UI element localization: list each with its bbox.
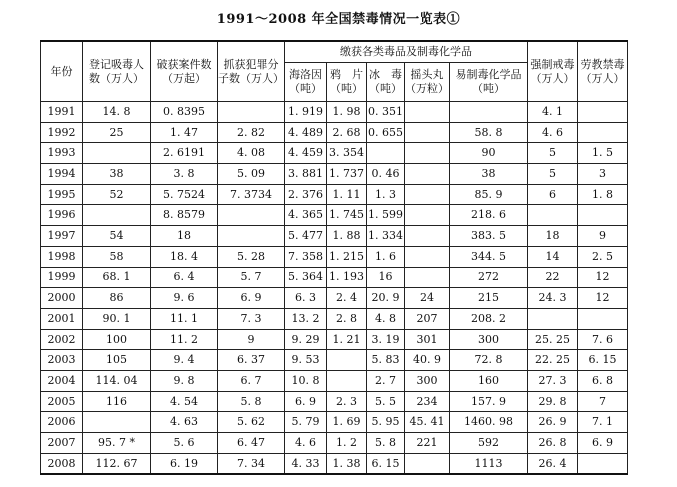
cell-registered: 54 — [83, 226, 151, 247]
cell-ice: 0. 655 — [367, 122, 405, 143]
cell-rehab: 25. 25 — [528, 329, 578, 350]
cell-rehab: 4. 1 — [528, 102, 578, 123]
cell-labor — [578, 453, 628, 474]
table-row — [41, 433, 628, 454]
cell-chemicals: 272 — [450, 267, 528, 288]
table-row — [41, 267, 628, 288]
cell-opium: 1. 193 — [327, 267, 367, 288]
cell-ecstasy — [405, 122, 450, 143]
cell-opium: 2. 8 — [327, 308, 367, 329]
cell-registered: 58 — [83, 246, 151, 267]
cell-chemicals: 90 — [450, 143, 528, 164]
cell-heroin: 4. 459 — [285, 143, 327, 164]
cell-chemicals: 383. 5 — [450, 226, 528, 247]
cell-arrests: 4. 08 — [218, 143, 285, 164]
cell-registered: 112. 67 — [83, 453, 151, 474]
cell-rehab: 27. 3 — [528, 370, 578, 391]
cell-arrests: 5. 62 — [218, 412, 285, 433]
table-body — [41, 102, 628, 475]
cell-registered: 114. 04 — [83, 370, 151, 391]
cell-heroin: 2. 376 — [285, 184, 327, 205]
cell-year: 1994 — [41, 164, 83, 185]
cell-chemicals: 58. 8 — [450, 122, 528, 143]
cell-registered — [83, 412, 151, 433]
cell-arrests — [218, 226, 285, 247]
cell-ecstasy — [405, 205, 450, 226]
cell-opium: 1. 745 — [327, 205, 367, 226]
cell-rehab: 22. 25 — [528, 350, 578, 371]
cell-year: 1991 — [41, 102, 83, 123]
cell-cases: 6. 19 — [151, 453, 218, 474]
cell-arrests: 5. 7 — [218, 267, 285, 288]
cell-labor: 7. 6 — [578, 329, 628, 350]
drug-control-table — [40, 40, 628, 475]
cell-registered: 68. 1 — [83, 267, 151, 288]
cell-ice: 3. 19 — [367, 329, 405, 350]
cell-ice: 2. 7 — [367, 370, 405, 391]
cell-cases: 4. 63 — [151, 412, 218, 433]
cell-heroin: 5. 477 — [285, 226, 327, 247]
cell-ecstasy — [405, 102, 450, 123]
header-seized-group: 缴获各类毒品及制毒化学品 — [285, 41, 528, 63]
cell-ecstasy: 221 — [405, 433, 450, 454]
cell-ecstasy: 234 — [405, 391, 450, 412]
cell-chemicals: 344. 5 — [450, 246, 528, 267]
table-row — [41, 164, 628, 185]
header-labor-rehab: 劳教禁毒 （万人） — [578, 41, 628, 102]
cell-heroin: 7. 358 — [285, 246, 327, 267]
cell-cases: 0. 8395 — [151, 102, 218, 123]
cell-ice: 16 — [367, 267, 405, 288]
cell-ecstasy: 45. 41 — [405, 412, 450, 433]
header-ice: 冰 毒 （吨） — [367, 63, 405, 102]
cell-chemicals: 1113 — [450, 453, 528, 474]
cell-chemicals: 1460. 98 — [450, 412, 528, 433]
cell-year: 1998 — [41, 246, 83, 267]
table-row — [41, 184, 628, 205]
cell-rehab: 22 — [528, 267, 578, 288]
cell-arrests: 6. 7 — [218, 370, 285, 391]
cell-ecstasy — [405, 226, 450, 247]
cell-rehab: 5 — [528, 164, 578, 185]
cell-cases: 6. 4 — [151, 267, 218, 288]
cell-labor: 12 — [578, 288, 628, 309]
cell-registered: 86 — [83, 288, 151, 309]
cell-arrests: 7. 3734 — [218, 184, 285, 205]
cell-labor: 7. 1 — [578, 412, 628, 433]
cell-arrests: 6. 47 — [218, 433, 285, 454]
cell-cases: 5. 7524 — [151, 184, 218, 205]
cell-chemicals: 38 — [450, 164, 528, 185]
cell-ecstasy: 24 — [405, 288, 450, 309]
cell-chemicals: 160 — [450, 370, 528, 391]
table-row — [41, 329, 628, 350]
cell-chemicals: 72. 8 — [450, 350, 528, 371]
cell-arrests: 9 — [218, 329, 285, 350]
cell-heroin: 10. 8 — [285, 370, 327, 391]
cell-labor: 3 — [578, 164, 628, 185]
header-heroin: 海洛因 （吨） — [285, 63, 327, 102]
header-precursor-chemicals: 易制毒化学品 （吨） — [450, 63, 528, 102]
cell-labor: 12 — [578, 267, 628, 288]
header-compulsory-rehab: 强制戒毒 （万人） — [528, 41, 578, 102]
cell-registered: 52 — [83, 184, 151, 205]
cell-year: 2005 — [41, 391, 83, 412]
cell-heroin: 4. 365 — [285, 205, 327, 226]
cell-heroin: 9. 53 — [285, 350, 327, 371]
cell-chemicals: 85. 9 — [450, 184, 528, 205]
table-row — [41, 453, 628, 474]
drug-control-table-container — [40, 40, 628, 475]
cell-year: 2002 — [41, 329, 83, 350]
table-row — [41, 122, 628, 143]
cell-ecstasy — [405, 143, 450, 164]
cell-registered — [83, 143, 151, 164]
cell-labor: 1. 5 — [578, 143, 628, 164]
cell-ice — [367, 143, 405, 164]
cell-arrests: 5. 09 — [218, 164, 285, 185]
cell-rehab: 6 — [528, 184, 578, 205]
table-row — [41, 226, 628, 247]
cell-labor — [578, 102, 628, 123]
cell-year: 2008 — [41, 453, 83, 474]
cell-year: 2003 — [41, 350, 83, 371]
cell-ecstasy — [405, 164, 450, 185]
cell-year: 2000 — [41, 288, 83, 309]
cell-opium: 1. 69 — [327, 412, 367, 433]
cell-chemicals — [450, 102, 528, 123]
cell-arrests: 2. 82 — [218, 122, 285, 143]
cell-ice: 1. 3 — [367, 184, 405, 205]
cell-year: 1996 — [41, 205, 83, 226]
header-registered-users: 登记吸毒人 数（万人） — [83, 41, 151, 102]
cell-rehab: 14 — [528, 246, 578, 267]
cell-opium: 1. 2 — [327, 433, 367, 454]
cell-ice: 4. 8 — [367, 308, 405, 329]
cell-ecstasy: 301 — [405, 329, 450, 350]
cell-ecstasy: 300 — [405, 370, 450, 391]
cell-heroin: 5. 79 — [285, 412, 327, 433]
cell-opium: 1. 11 — [327, 184, 367, 205]
cell-ice: 5. 8 — [367, 433, 405, 454]
cell-chemicals: 208. 2 — [450, 308, 528, 329]
cell-heroin: 5. 364 — [285, 267, 327, 288]
cell-labor — [578, 205, 628, 226]
cell-registered: 105 — [83, 350, 151, 371]
cell-year: 1992 — [41, 122, 83, 143]
cell-ecstasy — [405, 184, 450, 205]
cell-opium: 1. 98 — [327, 102, 367, 123]
cell-ice: 1. 599 — [367, 205, 405, 226]
cell-cases: 5. 6 — [151, 433, 218, 454]
cell-cases: 8. 8579 — [151, 205, 218, 226]
cell-cases: 1. 47 — [151, 122, 218, 143]
cell-ice: 0. 351 — [367, 102, 405, 123]
cell-heroin: 3. 881 — [285, 164, 327, 185]
cell-rehab — [528, 205, 578, 226]
cell-registered: 116 — [83, 391, 151, 412]
cell-rehab: 24. 3 — [528, 288, 578, 309]
cell-labor — [578, 308, 628, 329]
cell-heroin: 4. 489 — [285, 122, 327, 143]
cell-heroin: 6. 3 — [285, 288, 327, 309]
cell-cases: 11. 2 — [151, 329, 218, 350]
table-row — [41, 391, 628, 412]
cell-cases: 9. 4 — [151, 350, 218, 371]
cell-ice: 5. 83 — [367, 350, 405, 371]
cell-registered: 90. 1 — [83, 308, 151, 329]
cell-heroin: 13. 2 — [285, 308, 327, 329]
table-title: 1991～2008 年全国禁毒情况一览表① — [216, 12, 461, 27]
cell-heroin: 6. 9 — [285, 391, 327, 412]
cell-ice: 0. 46 — [367, 164, 405, 185]
cell-opium — [327, 370, 367, 391]
cell-rehab: 26. 4 — [528, 453, 578, 474]
cell-ecstasy: 40. 9 — [405, 350, 450, 371]
cell-rehab: 26. 9 — [528, 412, 578, 433]
cell-arrests: 6. 9 — [218, 288, 285, 309]
cell-arrests: 6. 37 — [218, 350, 285, 371]
cell-heroin: 4. 6 — [285, 433, 327, 454]
cell-cases: 18 — [151, 226, 218, 247]
cell-rehab: 26. 8 — [528, 433, 578, 454]
cell-chemicals: 215 — [450, 288, 528, 309]
cell-opium: 2. 3 — [327, 391, 367, 412]
header-arrests: 抓获犯罪分 子数（万人） — [218, 41, 285, 102]
cell-year: 2004 — [41, 370, 83, 391]
cell-year: 2006 — [41, 412, 83, 433]
cell-labor: 6. 9 — [578, 433, 628, 454]
cell-rehab: 5 — [528, 143, 578, 164]
cell-opium — [327, 350, 367, 371]
cell-ecstasy — [405, 246, 450, 267]
table-row — [41, 350, 628, 371]
table-row — [41, 288, 628, 309]
header-cases-solved: 破获案件数 （万起） — [151, 41, 218, 102]
cell-rehab: 18 — [528, 226, 578, 247]
cell-rehab — [528, 308, 578, 329]
cell-heroin: 9. 29 — [285, 329, 327, 350]
table-row — [41, 143, 628, 164]
cell-cases: 9. 6 — [151, 288, 218, 309]
cell-labor: 6. 8 — [578, 370, 628, 391]
cell-registered: 38 — [83, 164, 151, 185]
cell-ice: 1. 334 — [367, 226, 405, 247]
cell-labor: 6. 15 — [578, 350, 628, 371]
cell-arrests: 7. 34 — [218, 453, 285, 474]
cell-opium: 1. 737 — [327, 164, 367, 185]
header-opium: 鸦 片 （吨） — [327, 63, 367, 102]
cell-year: 2001 — [41, 308, 83, 329]
cell-labor: 2. 5 — [578, 246, 628, 267]
cell-arrests: 5. 8 — [218, 391, 285, 412]
cell-year: 2007 — [41, 433, 83, 454]
cell-arrests: 5. 28 — [218, 246, 285, 267]
cell-labor: 7 — [578, 391, 628, 412]
cell-opium: 3. 354 — [327, 143, 367, 164]
cell-arrests — [218, 102, 285, 123]
cell-registered: 14. 8 — [83, 102, 151, 123]
cell-cases: 4. 54 — [151, 391, 218, 412]
cell-labor: 9 — [578, 226, 628, 247]
table-row — [41, 205, 628, 226]
cell-labor — [578, 122, 628, 143]
cell-heroin: 1. 919 — [285, 102, 327, 123]
cell-year: 1997 — [41, 226, 83, 247]
cell-rehab: 4. 6 — [528, 122, 578, 143]
cell-cases: 3. 8 — [151, 164, 218, 185]
cell-opium: 1. 21 — [327, 329, 367, 350]
cell-cases: 2. 6191 — [151, 143, 218, 164]
header-year: 年份 — [41, 41, 83, 102]
cell-arrests: 7. 3 — [218, 308, 285, 329]
cell-ice: 20. 9 — [367, 288, 405, 309]
cell-opium: 1. 88 — [327, 226, 367, 247]
cell-chemicals: 218. 6 — [450, 205, 528, 226]
cell-ice: 5. 95 — [367, 412, 405, 433]
cell-year: 1999 — [41, 267, 83, 288]
cell-registered: 25 — [83, 122, 151, 143]
cell-year: 1995 — [41, 184, 83, 205]
cell-ecstasy — [405, 453, 450, 474]
table-row — [41, 246, 628, 267]
cell-chemicals: 592 — [450, 433, 528, 454]
cell-registered: 100 — [83, 329, 151, 350]
cell-opium: 1. 38 — [327, 453, 367, 474]
cell-heroin: 4. 33 — [285, 453, 327, 474]
table-row — [41, 412, 628, 433]
cell-cases: 18. 4 — [151, 246, 218, 267]
cell-cases: 9. 8 — [151, 370, 218, 391]
header-ecstasy: 摇头丸 （万粒） — [405, 63, 450, 102]
cell-ecstasy: 207 — [405, 308, 450, 329]
table-row — [41, 308, 628, 329]
cell-ice: 5. 5 — [367, 391, 405, 412]
cell-registered — [83, 205, 151, 226]
cell-labor: 1. 8 — [578, 184, 628, 205]
cell-arrests — [218, 205, 285, 226]
cell-ice: 6. 15 — [367, 453, 405, 474]
cell-rehab: 29. 8 — [528, 391, 578, 412]
cell-ice: 1. 6 — [367, 246, 405, 267]
cell-chemicals: 300 — [450, 329, 528, 350]
cell-opium: 1. 215 — [327, 246, 367, 267]
cell-cases: 11. 1 — [151, 308, 218, 329]
table-row — [41, 102, 628, 123]
cell-ecstasy — [405, 267, 450, 288]
cell-opium: 2. 68 — [327, 122, 367, 143]
cell-chemicals: 157. 9 — [450, 391, 528, 412]
cell-year: 1993 — [41, 143, 83, 164]
cell-opium: 2. 4 — [327, 288, 367, 309]
table-row — [41, 370, 628, 391]
cell-registered: 95. 7 * — [83, 433, 151, 454]
